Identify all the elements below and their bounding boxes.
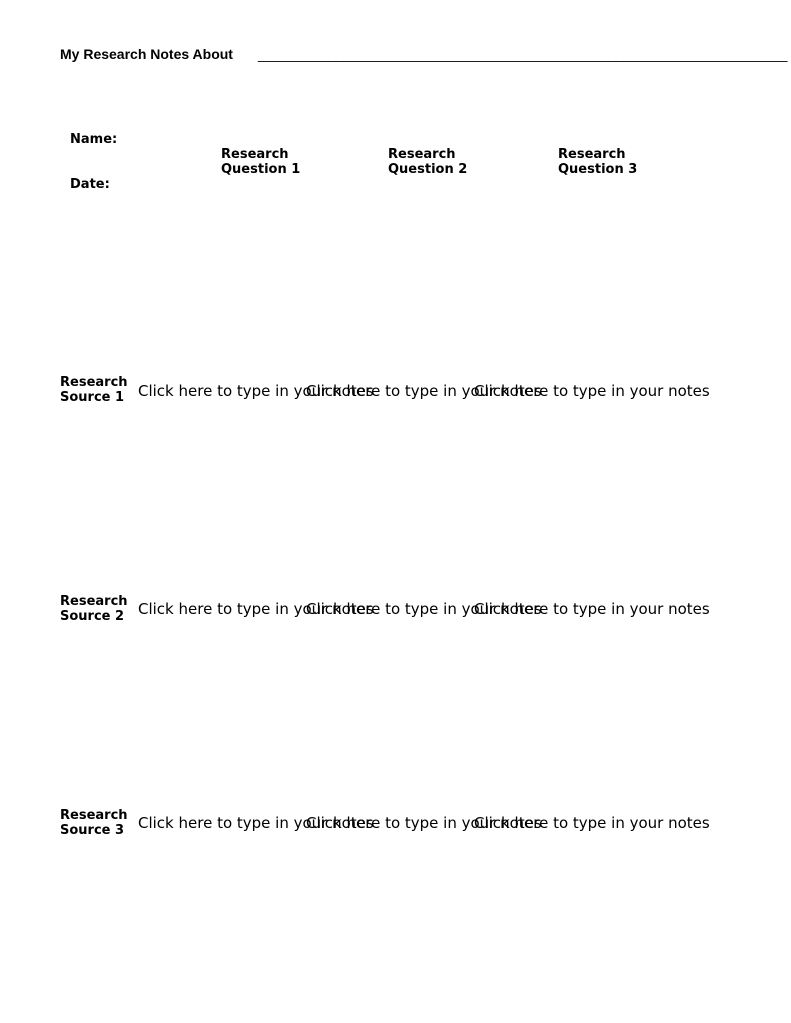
source-3-label bbox=[60, 808, 128, 838]
source-2-label bbox=[60, 594, 128, 624]
source-3-q3-notes-field[interactable]: Click here to type in your notes bbox=[474, 814, 710, 832]
source-1-q1-notes-field[interactable]: Click here to type in your notes bbox=[138, 382, 374, 400]
source-3-line2: Source 3 bbox=[60, 823, 125, 838]
source-1-q2-notes-field[interactable]: Click here to type in your notes bbox=[306, 382, 542, 400]
question-2-line1: Research bbox=[388, 147, 456, 162]
question-3-header bbox=[558, 147, 637, 177]
source-1-line1: Research bbox=[60, 375, 128, 390]
source-1-q3-notes-field[interactable]: Click here to type in your notes bbox=[474, 382, 710, 400]
source-2-q2-notes-field[interactable]: Click here to type in your notes bbox=[306, 600, 542, 618]
source-2-q1-notes-field[interactable]: Click here to type in your notes bbox=[138, 600, 374, 618]
source-2-q3-notes-field[interactable]: Click here to type in your notes bbox=[474, 600, 710, 618]
source-3-q1-notes-field[interactable]: Click here to type in your notes bbox=[138, 814, 374, 832]
title-blank-line[interactable]: ____________________________________________________________________ bbox=[258, 46, 788, 62]
page-title: My Research Notes About bbox=[60, 46, 233, 62]
question-1-line1: Research bbox=[221, 147, 289, 162]
question-3-line1: Research bbox=[558, 147, 626, 162]
date-label: Date: bbox=[70, 177, 110, 192]
source-3-q2-notes-field[interactable]: Click here to type in your notes bbox=[306, 814, 542, 832]
source-2-line2: Source 2 bbox=[60, 609, 125, 624]
question-2-header bbox=[388, 147, 467, 177]
name-label: Name: bbox=[70, 132, 118, 147]
source-1-label bbox=[60, 375, 128, 405]
source-1-line2: Source 1 bbox=[60, 390, 125, 405]
question-1-line2: Question 1 bbox=[221, 162, 301, 177]
question-3-line2: Question 3 bbox=[558, 162, 638, 177]
source-2-line1: Research bbox=[60, 594, 128, 609]
question-1-header bbox=[221, 147, 300, 177]
source-3-line1: Research bbox=[60, 808, 128, 823]
question-2-line2: Question 2 bbox=[388, 162, 468, 177]
